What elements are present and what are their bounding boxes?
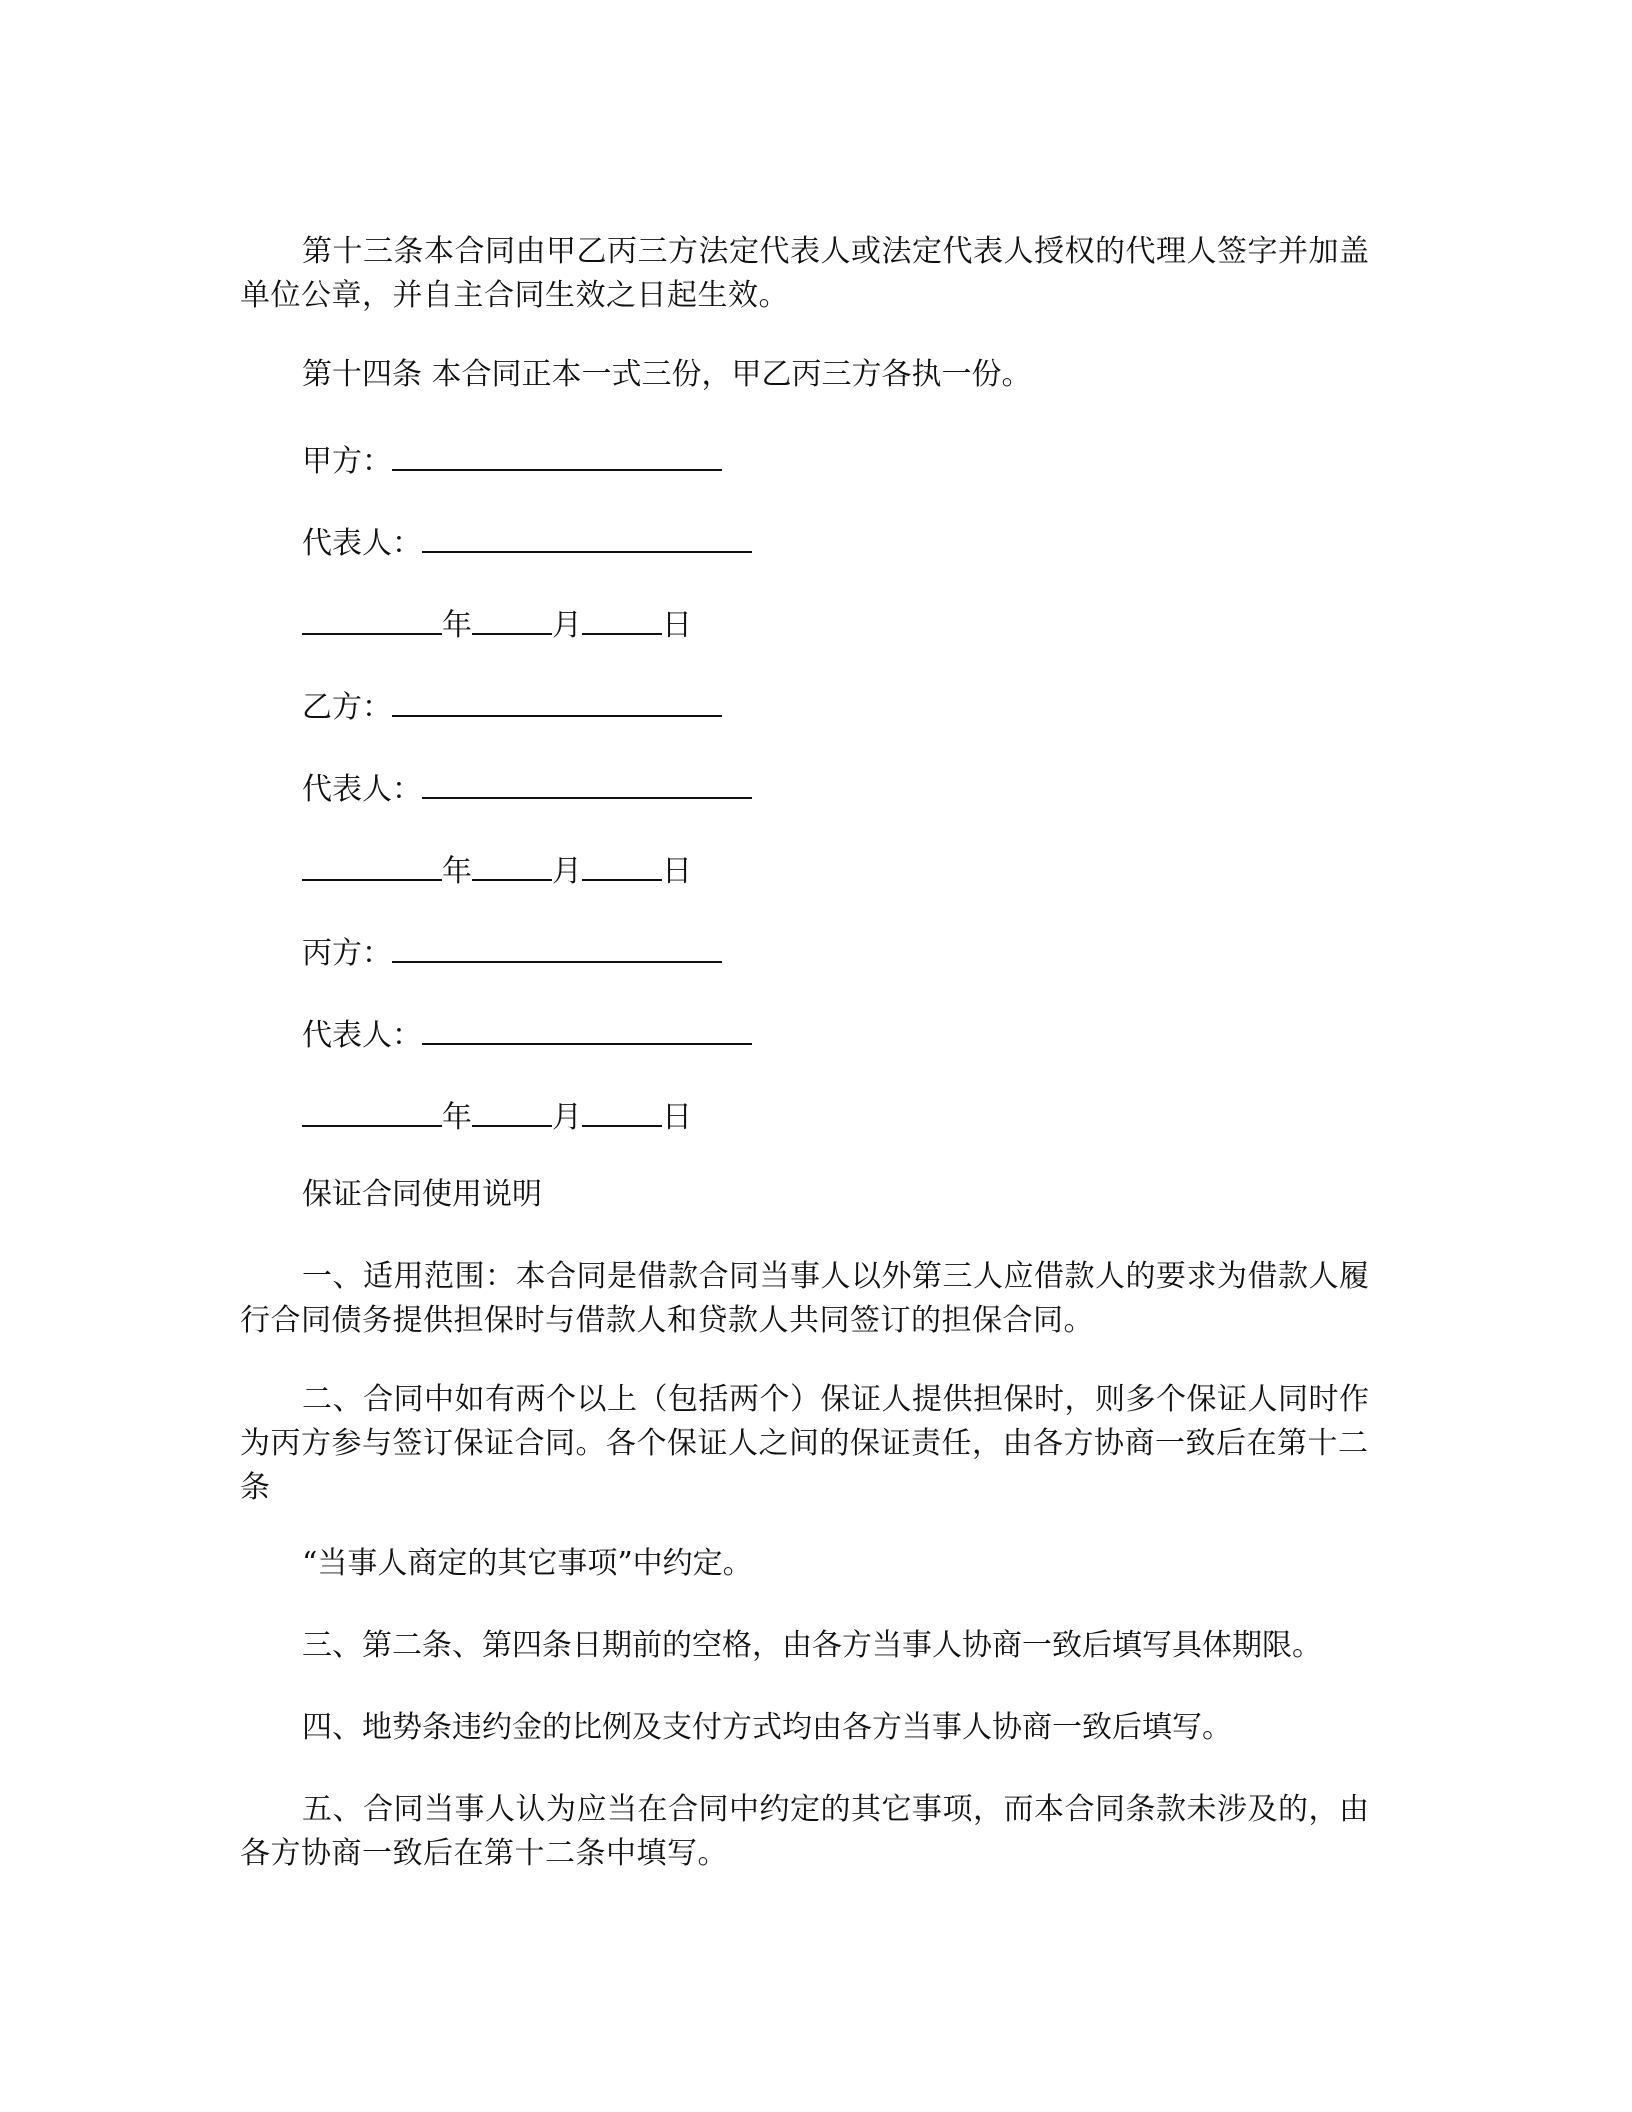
party-a-rep-line xyxy=(302,517,752,566)
party-c-label: 丙方： xyxy=(302,936,392,971)
day-label: 日 xyxy=(662,608,692,643)
instruction-item-2-continued: “当事人商定的其它事项”中约定。 xyxy=(302,1546,753,1581)
party-a-label: 甲方： xyxy=(302,444,392,479)
article-13: 第十三条本合同由甲乙丙三方法定代表人或法定代表人授权的代理人签字并加盖单位公章，并自主合同生效之日起生效。 xyxy=(240,234,1370,313)
party-c-rep-line xyxy=(302,1009,752,1058)
month-label: 月 xyxy=(552,854,582,889)
month-label: 月 xyxy=(552,1100,582,1135)
year-label: 年 xyxy=(442,1100,472,1135)
day-label: 日 xyxy=(662,854,692,889)
year-blank xyxy=(302,845,442,881)
party-c-blank xyxy=(392,927,722,963)
instructions-heading: 保证合同使用说明 xyxy=(302,1177,542,1212)
month-blank xyxy=(472,599,552,635)
party-a-rep-blank xyxy=(422,517,752,553)
year-label: 年 xyxy=(442,608,472,643)
party-b-rep-line xyxy=(302,763,752,812)
party-c-date-line xyxy=(302,1091,692,1140)
month-label: 月 xyxy=(552,608,582,643)
year-label: 年 xyxy=(442,854,472,889)
instruction-item-5: 五、合同当事人认为应当在合同中约定的其它事项，而本合同条款未涉及的，由各方协商一致后在第十二条中填写。 xyxy=(240,1792,1370,1871)
month-blank xyxy=(472,845,552,881)
party-b-blank xyxy=(392,681,722,717)
party-a-line xyxy=(302,435,722,484)
party-a-date-line xyxy=(302,599,692,648)
article-14: 第十四条 本合同正本一式三份，甲乙丙三方各执一份。 xyxy=(302,357,1032,392)
party-a-blank xyxy=(392,435,722,471)
party-b-date-line xyxy=(302,845,692,894)
party-b-rep-label: 代表人： xyxy=(302,772,422,807)
year-blank xyxy=(302,1091,442,1127)
day-label: 日 xyxy=(662,1100,692,1135)
instruction-item-4: 四、地势条违约金的比例及支付方式均由各方当事人协商一致后填写。 xyxy=(302,1710,1232,1745)
day-blank xyxy=(582,1091,662,1127)
party-b-rep-blank xyxy=(422,763,752,799)
party-c-line xyxy=(302,927,722,976)
year-blank xyxy=(302,599,442,635)
party-c-rep-label: 代表人： xyxy=(302,1018,422,1053)
party-a-rep-label: 代表人： xyxy=(302,526,422,561)
instruction-item-2: 二、合同中如有两个以上（包括两个）保证人提供担保时，则多个保证人同时作为丙方参与签订保证合同。各个保证人之间的保证责任，由各方协商一致后在第十二条 xyxy=(240,1382,1370,1505)
instruction-item-3: 三、第二条、第四条日期前的空格，由各方当事人协商一致后填写具体期限。 xyxy=(302,1628,1322,1663)
day-blank xyxy=(582,845,662,881)
party-c-rep-blank xyxy=(422,1009,752,1045)
instruction-item-1: 一、适用范围：本合同是借款合同当事人以外第三人应借款人的要求为借款人履行合同债务提供担保时与借款人和贷款人共同签订的担保合同。 xyxy=(240,1259,1370,1338)
month-blank xyxy=(472,1091,552,1127)
party-b-label: 乙方： xyxy=(302,690,392,725)
party-b-line xyxy=(302,681,722,730)
day-blank xyxy=(582,599,662,635)
